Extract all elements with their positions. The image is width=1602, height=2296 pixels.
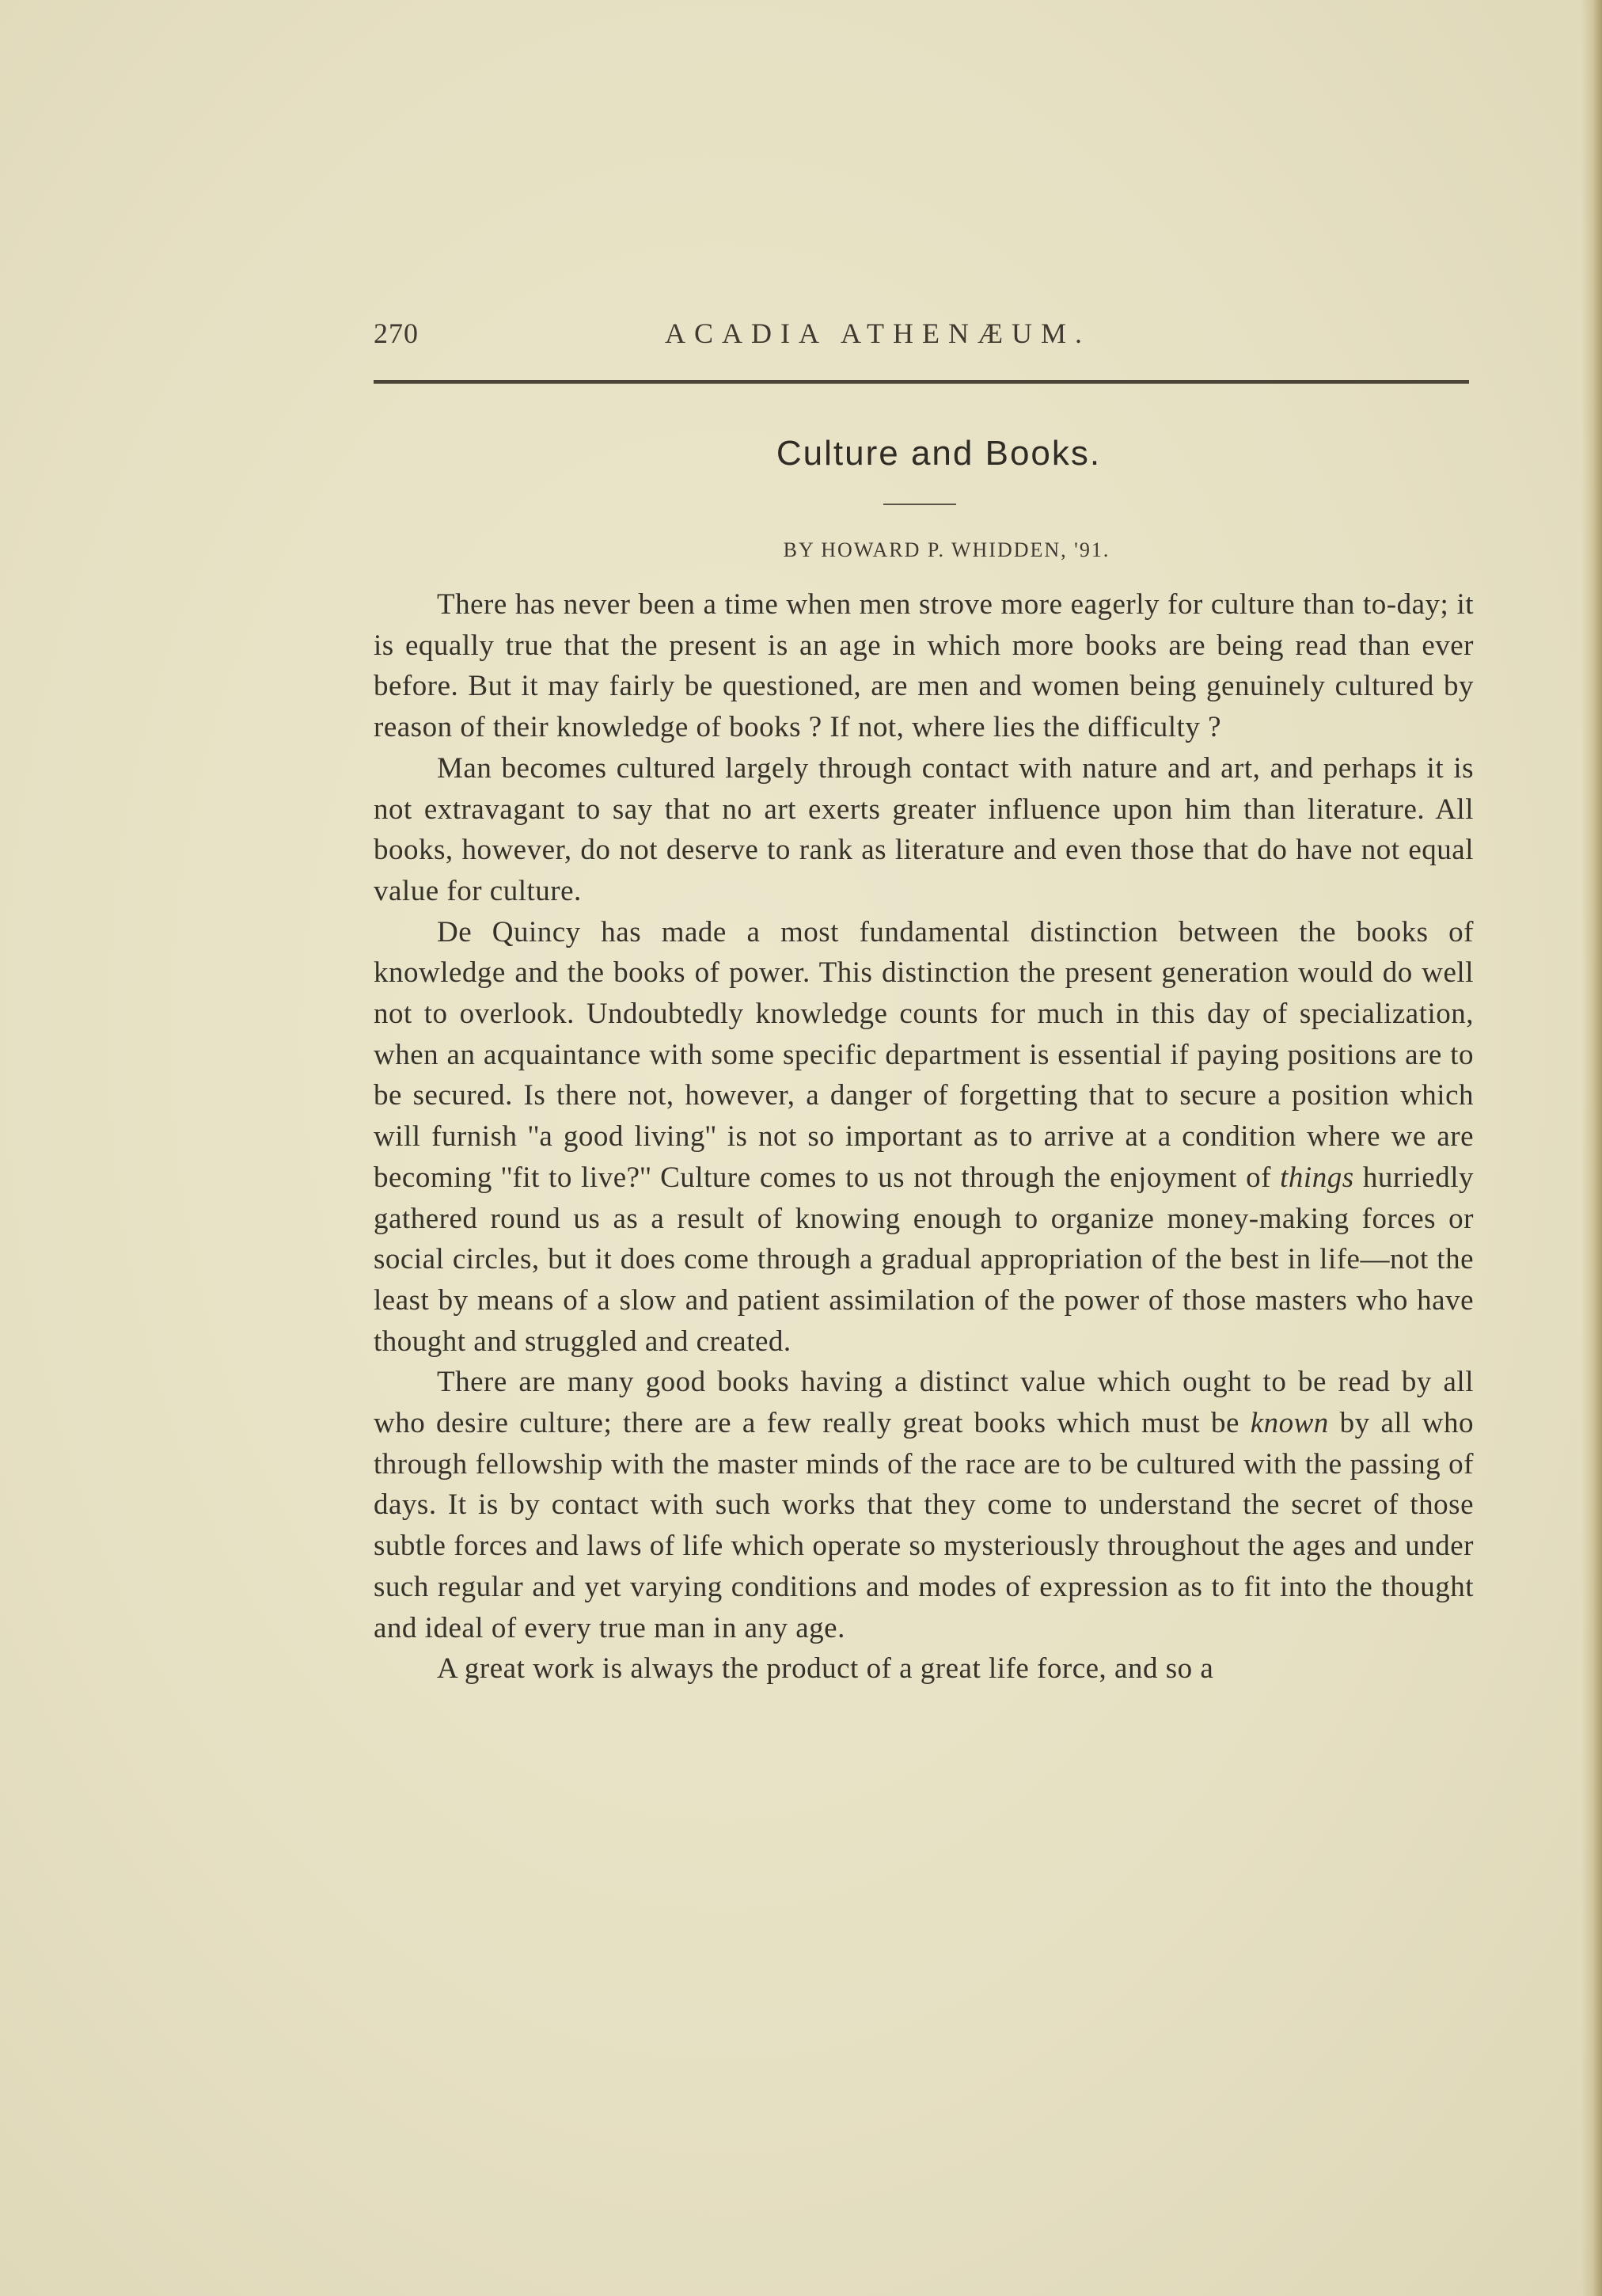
paragraph-4-italic-word: known [1250, 1407, 1329, 1440]
header-rule [374, 380, 1469, 384]
page-edge-shadow [1581, 0, 1602, 2296]
paragraph-4 [374, 1362, 1474, 1648]
article-byline: BY HOWARD P. WHIDDEN, '91. [783, 538, 1110, 561]
title-divider [883, 504, 956, 505]
page-number: 270 [374, 317, 419, 349]
running-head [374, 314, 1472, 358]
paragraph-3-part-2: hurriedly gathered round us as a result of knowing enough to organize money-making forces or social circles, but it does come through a gradual appropriation of the best in life—not the least by means of a slow and patient assimilation of the power of those masters who have thought and struggled and created. [374, 1161, 1474, 1358]
paragraph-3-part-1: De Quincy has made a most fundamental distinction between the books of knowledge and the books of power. This distinction the present generation would do well not to overlook. Undoubtedly knowledge counts for much in this day of specialization, when an acquaintance with some specific department is essential if paying positions are to be secured. Is there not, however, a danger of forgetting that to secure a position which will furnish ''a good living'' is not so important as to arrive at a condition where we are becoming ''fit to live?'' Culture comes to us not through the enjoyment of [374, 915, 1474, 1194]
paragraph-4-part-1: There are many good books having a distinct value which ought to be read by all who desire culture; there are a few really great books which must be [374, 1366, 1474, 1440]
article-title: Culture and Books. [776, 434, 1102, 473]
paragraph-5: A great work is always the product of a great life force, and so a [437, 1652, 1214, 1686]
journal-title: ACADIA ATHENÆUM. [665, 317, 1091, 349]
article-body [374, 584, 1474, 1690]
paragraph-3-italic-word: things [1280, 1161, 1354, 1194]
paragraph-3 [374, 912, 1474, 1363]
paragraph-1: There has never been a time when men strove more eagerly for culture than to-day; it is equally true that the present is an age in which more books are being read than ever before. But it may fairly be questioned, are men and women being genuinely cultured by reason of their knowledge of books ? If not, where lies the difficulty ? [374, 588, 1474, 744]
paragraph-2: Man becomes cultured largely through contact with nature and art, and perhaps it is not extravagant to say that no art exerts greater influence upon him than literature. All books, however, do not deserve to rank as literature and even those that do have not equal value for culture. [374, 751, 1474, 907]
paragraph-4-part-2: by all who through fellowship with the master minds of the race are to be cultured with the passing of days. It is by contact with such works that they come to understand the secret of those subtle forces and laws of life which operate so mysteriously throughout the ages and under such regular and yet varying conditions and modes of expression as to fit into the thought and ideal of every true man in any age. [374, 1407, 1474, 1644]
